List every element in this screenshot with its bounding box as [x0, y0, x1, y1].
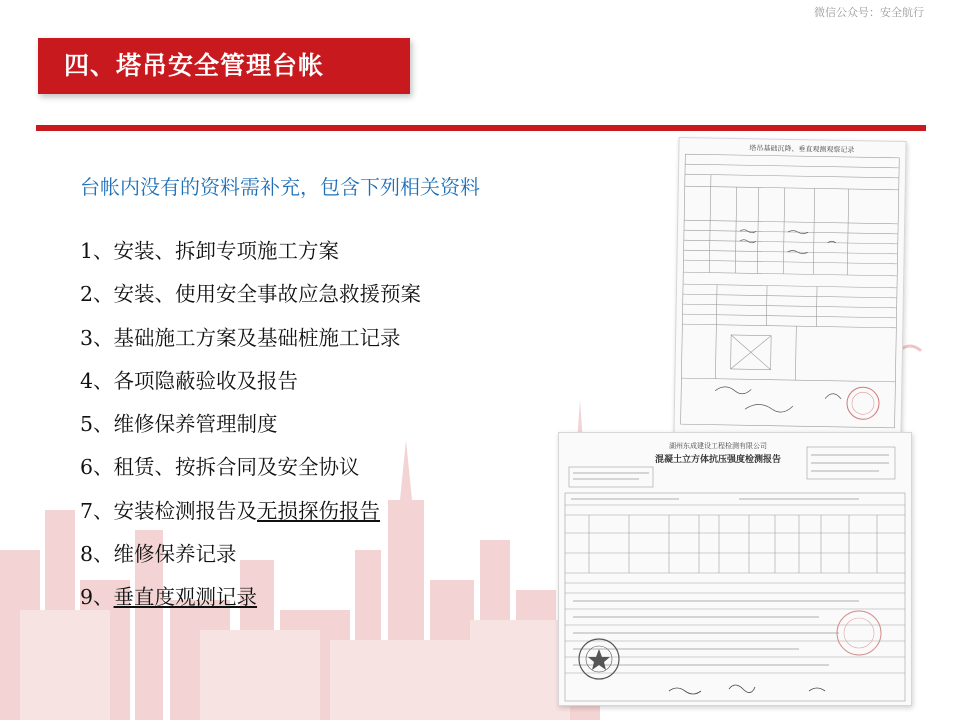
item-number: 5、 — [80, 412, 114, 437]
list-item — [80, 234, 421, 277]
item-number: 1、 — [80, 239, 114, 263]
doc2-report-title: 混凝土立方体抗压强度检测报告 — [655, 455, 782, 465]
item-underlined-text: 垂直度观测记录 — [113, 585, 258, 610]
item-number: 9、 — [80, 585, 114, 610]
item-number: 8、 — [80, 542, 114, 567]
list-item — [80, 537, 421, 580]
doc2-company-name: 湖州东成建设工程检测有限公司 — [669, 442, 767, 450]
page-title: 四、塔吊安全管理台帐 — [38, 38, 410, 94]
item-number: 4、 — [80, 368, 114, 393]
item-text: 各项隐蔽验收及报告 — [113, 368, 299, 393]
item-number: 6、 — [80, 455, 114, 480]
list-item — [80, 494, 421, 537]
item-number: 3、 — [80, 325, 114, 350]
item-number: 2、 — [80, 282, 114, 307]
required-documents-list — [80, 234, 421, 624]
item-text: 安装、拆卸专项施工方案 — [113, 239, 340, 263]
settlement-record-scan — [673, 137, 906, 439]
concrete-test-report-scan — [558, 432, 912, 706]
item-text: 安装、使用安全事故应急救援预案 — [113, 282, 422, 307]
list-item — [80, 450, 421, 493]
doc1-title: 塔吊基础沉降、垂直观测观察记录 — [749, 144, 855, 155]
list-item — [80, 277, 421, 320]
report-grid-illustration — [559, 433, 911, 705]
item-text: 维修保养记录 — [113, 542, 237, 567]
list-item — [80, 580, 421, 623]
item-text: 租赁、按拆合同及安全协议 — [113, 455, 360, 480]
subtitle: 台帐内没有的资料需补充，包含下列相关资料 — [80, 175, 480, 199]
item-text: 维修保养管理制度 — [113, 412, 278, 437]
item-number: 7、 — [80, 498, 114, 523]
item-text: 基础施工方案及基础桩施工记录 — [113, 325, 401, 350]
title-divider — [36, 125, 926, 131]
list-item — [80, 364, 421, 407]
item-text: 安装检测报告及 — [113, 498, 258, 523]
item-underlined-text: 无损探伤报告 — [257, 498, 381, 523]
list-item — [80, 321, 421, 364]
watermark-text: 微信公众号：安全航行 — [814, 6, 924, 19]
list-item — [80, 407, 421, 450]
form-grid-illustration — [674, 138, 905, 438]
